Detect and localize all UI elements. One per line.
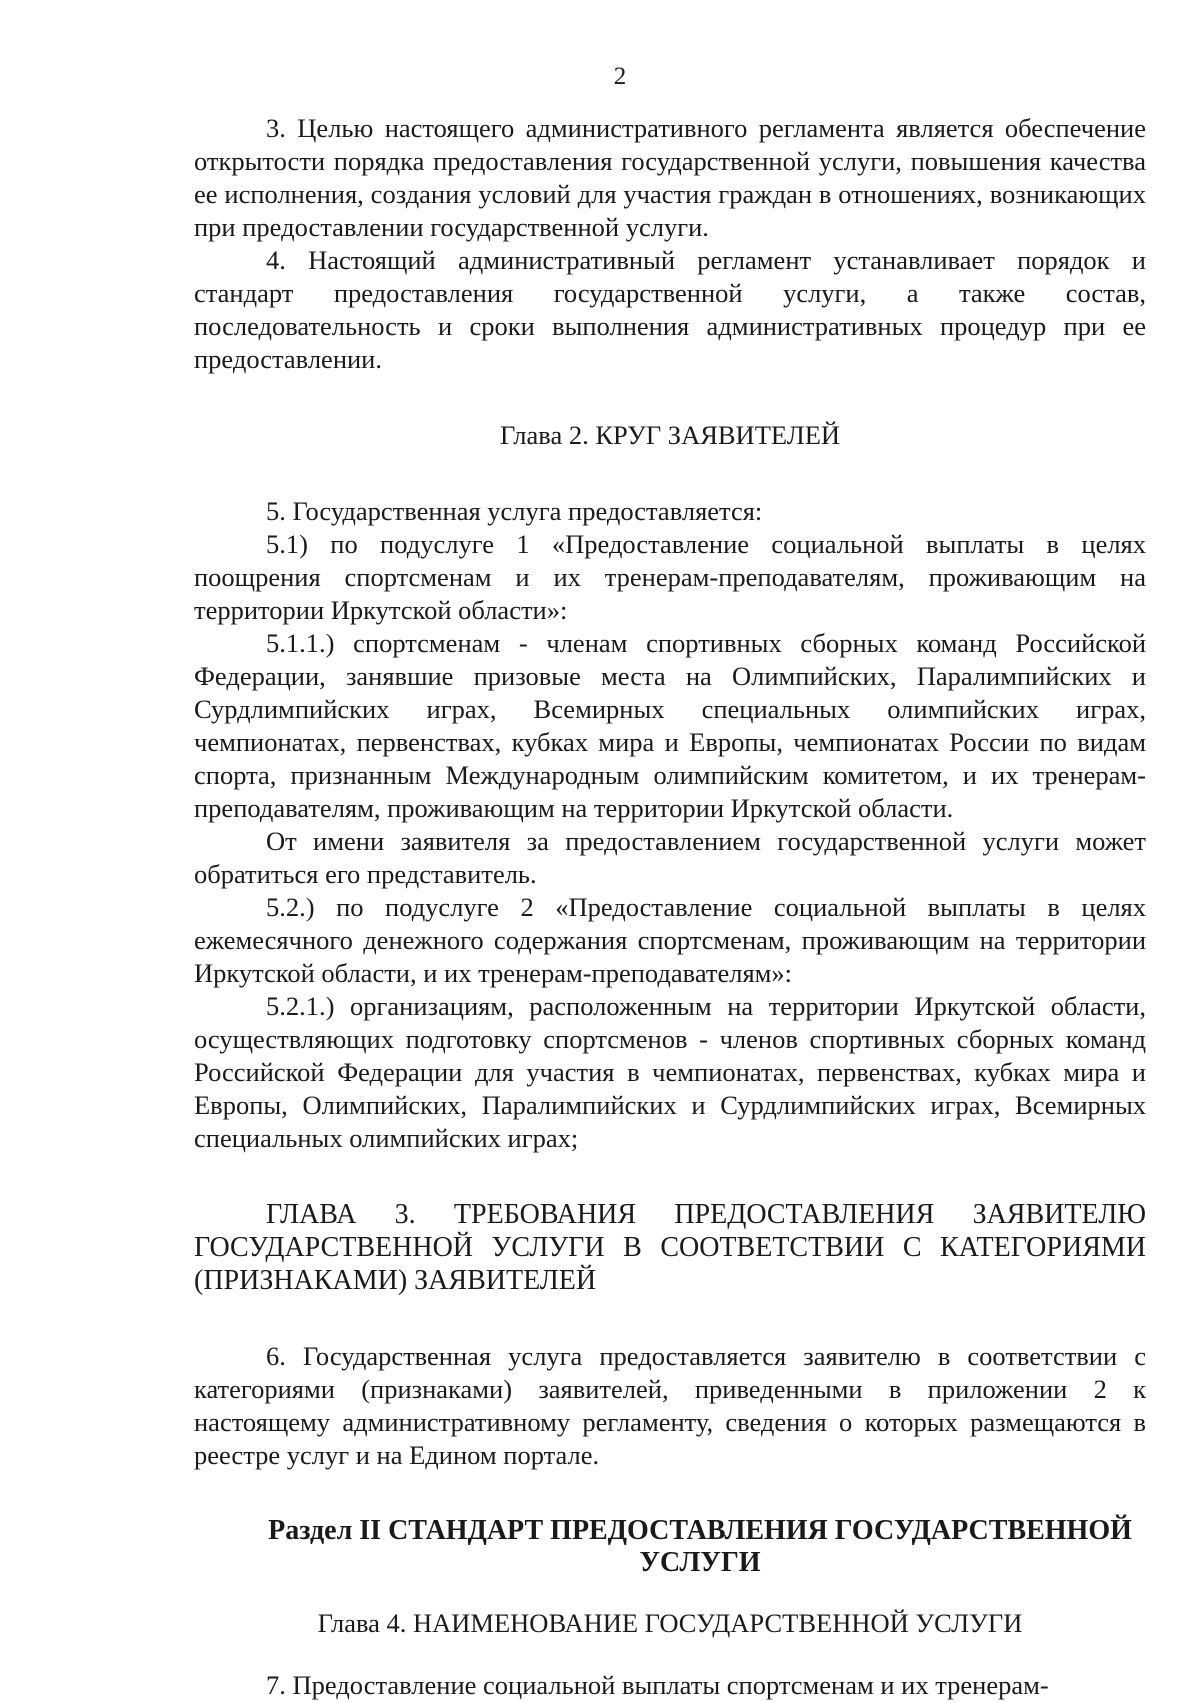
- paragraph-3: 3. Целью настоящего административного регламента является обеспечение открытости порядка предоставления государственной услуги, повышения качества ее исполнения, создания условий для участия граждан в отношениях, возникающих при предоставлении государственной услуги.: [194, 113, 1146, 242]
- chapter-3-heading: ГЛАВА 3. ТРЕБОВАНИЯ ПРЕДОСТАВЛЕНИЯ ЗАЯВИТЕЛЮ ГОСУДАРСТВЕННОЙ УСЛУГИ В СООТВЕТСТВИИ С КАТЕГОРИЯМИ (ПРИЗНАКАМИ) ЗАЯВИТЕЛЕЙ: [194, 1199, 1146, 1296]
- paragraph-representative: От имени заявителя за предоставлением государственной услуги может обратиться его представитель.: [194, 826, 1146, 889]
- paragraph-6: 6. Государственная услуга предоставляется заявителю в соответствии с категориями (признаками) заявителей, приведенными в приложении 2 к настоящему административному регламенту, сведения о которых размещаются в реестре услуг и на Едином портале.: [194, 1341, 1146, 1470]
- chapter-4-heading: Глава 4. НАИМЕНОВАНИЕ ГОСУДАРСТВЕННОЙ УСЛУГИ: [317, 1608, 1023, 1638]
- paragraph-4: 4. Настоящий административный регламент устанавливает порядок и стандарт предоставления государственной услуги, а также состав, последовательность и сроки выполнения административных процедур при ее предоставлении.: [194, 245, 1146, 374]
- paragraph-5-1-1: 5.1.1.) спортсменам - членам спортивных сборных команд Российской Федерации, занявшие призовые места на Олимпийских, Паралимпийских и Сурдлимпийских играх, Всемирных специальных олимпийских играх, чемпионатах, первенствах, кубках мира и Европы, чемпионатах России по видам спорта, признанным Международным олимпийским комитетом, и их тренерам-преподавателям, проживающим на территории Иркутской области.: [194, 628, 1146, 823]
- paragraph-5: 5. Государственная услуга предоставляется:: [266, 496, 763, 526]
- page-number: 2: [613, 63, 627, 90]
- chapter-2-heading: Глава 2. КРУГ ЗАЯВИТЕЛЕЙ: [499, 420, 841, 450]
- paragraph-5-1: 5.1) по подуслуге 1 «Предоставление социальной выплаты в целях поощрения спортсменам и их тренерам-преподавателям, проживающим на территории Иркутской области»:: [194, 529, 1146, 625]
- paragraph-5-2: 5.2.) по подуслуге 2 «Предоставление социальной выплаты в целях ежемесячного денежного содержания спортсменам, проживающим на территории Иркутской области, и их тренерам-преподавателям»:: [194, 892, 1146, 988]
- paragraph-7: 7. Предоставление социальной выплаты спортсменам и их тренерам-: [266, 1670, 1049, 1700]
- document-body: [194, 112, 1146, 1702]
- paragraph-5-2-1: 5.2.1.) организациям, расположенным на территории Иркутской области, осуществляющих подготовку спортсменов - членов спортивных сборных команд Российской Федерации для участия в чемпионатах, первенствах, кубках мира и Европы, Олимпийских, Паралимпийских и Сурдлимпийских играх, Всемирных специальных олимпийских играх;: [194, 991, 1146, 1153]
- section-2-heading: Раздел II СТАНДАРТ ПРЕДОСТАВЛЕНИЯ ГОСУДАРСТВЕННОЙ УСЛУГИ: [268, 1515, 1132, 1578]
